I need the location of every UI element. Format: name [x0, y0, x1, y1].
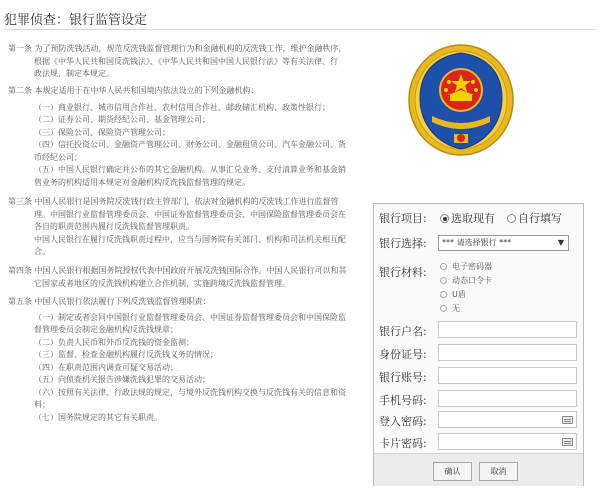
material-option[interactable] [440, 289, 466, 300]
bank-select-value: *** 请选择银行 *** [442, 238, 512, 247]
article-num: 第二条 [8, 86, 32, 95]
article-text: 政法规，制定本规定。 [34, 69, 114, 78]
material-label: 银行材料: [379, 266, 427, 279]
article-text: 为了预防洗钱活动，规范反洗钱监督管理行为和金融机构的反洗钱工作，维护金融秩序， [34, 44, 347, 53]
title-divider [4, 29, 596, 30]
article-5 [8, 296, 366, 424]
list-item: （三）监督、检查金融机构履行反洗钱义务的情况； [34, 350, 218, 359]
list-item: （五）向侦查机关报告涉嫌洗钱犯罪的交易活动； [34, 375, 210, 384]
police-emblem-icon [406, 40, 516, 158]
list-item: （三）保险公司、保险资产管理公司； [34, 127, 170, 137]
article-3 [8, 196, 366, 259]
article-text: 中国人民银行是国务院反洗钱行政主管部门，依法对金融机构的反洗钱工作进行监督管 [34, 197, 339, 206]
list-item: 币经纪公司； [34, 152, 82, 162]
bank-form [373, 203, 584, 486]
list-item: （二）证券公司、期货经纪公司、基金管理公司； [34, 115, 210, 124]
bank-select[interactable] [438, 235, 569, 251]
confirm-button[interactable]: 确认 [433, 462, 472, 481]
radio-icon[interactable] [507, 214, 516, 223]
option-label: 自行填写 [518, 212, 562, 225]
article-text: 中国人民银行根据国务院授权代表中国政府开展反洗钱国际合作。中国人民银行可以和其 [34, 266, 347, 275]
radio-icon[interactable] [440, 263, 447, 270]
keyboard-icon[interactable] [562, 438, 573, 446]
option-label: 动态口令卡 [452, 276, 492, 285]
article-text: 中国人民银行在履行反洗钱职责过程中，应当与国务院有关部门、机构和司法机关相互配 [34, 234, 346, 244]
list-item: （一）商业银行、城市信用合作社、农村信用合作社、邮政储汇机构、政策性银行； [34, 102, 330, 112]
account-number-input[interactable] [438, 367, 577, 384]
article-2 [8, 85, 366, 189]
radio-icon[interactable] [440, 277, 447, 284]
article-text: 合。 [34, 247, 50, 256]
bank-item-option-existing[interactable] [440, 210, 495, 226]
phone-label: 手机号码: [379, 394, 427, 407]
article-text: 各自的职责范围内履行反洗钱监督管理职责。 [34, 222, 194, 231]
list-item: （五）中国人民银行确定并公布的其它金融机构。从事汇兑业务、支付清算业务和基金销 [34, 165, 346, 174]
keyboard-icon[interactable] [562, 416, 573, 424]
material-option[interactable] [440, 275, 492, 286]
article-text: 它国家或者地区的反洗钱机构建立合作机制，实施跨境反洗钱监督管理。 [34, 278, 290, 288]
page-title: 犯罪侦查：银行监管设定 [4, 13, 148, 28]
list-item: 售业务的机构适用本规定对金融机构反洗钱监督管理的规定。 [34, 177, 250, 187]
account-name-label: 银行户名: [379, 325, 427, 338]
bank-select-label: 银行选择: [379, 237, 427, 250]
card-password-input[interactable] [438, 433, 577, 450]
radio-checked-icon[interactable] [440, 214, 449, 223]
article-text: 根据《中华人民共和国反洗钱法》、《中华人民共和国中国人民银行法》等有关法律、行 [34, 56, 338, 66]
material-option[interactable] [440, 303, 460, 314]
form-button-bar [374, 453, 583, 486]
id-number-input[interactable] [438, 344, 577, 361]
list-item: （四）信托投资公司、金融资产管理公司、财务公司、金融租赁公司、汽车金融公司、货 [34, 140, 346, 149]
article-text: 本规定适用于在中华人民共和国境内依法设立的下列金融机构： [34, 86, 259, 95]
list-item: （一）制定或者会同中国银行业监督管理委员会、中国证券监督管理委员会和中国保险监 [34, 312, 346, 322]
login-password-label: 登入密码: [379, 415, 427, 428]
id-number-label: 身份证号: [379, 348, 427, 361]
radio-icon[interactable] [440, 291, 447, 298]
article-num: 第三条 [8, 197, 32, 206]
account-number-label: 银行账号: [379, 371, 427, 384]
list-item: （六）按照有关法律、行政法规的规定，与境外反洗钱机构交换与反洗钱有关的信息和资 [34, 387, 346, 397]
phone-input[interactable] [438, 390, 577, 407]
bank-item-label: 银行项目: [379, 212, 427, 225]
article-text: 中国人民银行依法履行下列反洗钱监督管理职责： [34, 297, 211, 306]
material-option[interactable] [440, 261, 492, 272]
login-password-input[interactable] [438, 411, 577, 428]
list-item: 督管理委员会制定金融机构反洗钱规章； [34, 325, 178, 334]
list-item: （七）国务院规定的其它有关职责。 [34, 412, 162, 422]
list-item: 料； [34, 400, 50, 409]
article-1 [8, 43, 366, 81]
article-num: 第五条 [8, 297, 32, 306]
list-item: （二）负责人民币和外币反洗钱的资金监测； [34, 337, 194, 347]
article-num: 第一条 [8, 44, 32, 53]
article-text: 理。中国银行业监督管理委员会、中国证券监督管理委员会、中国保险监督管理委员会在 [34, 209, 346, 219]
radio-icon[interactable] [440, 305, 447, 312]
bank-item-option-custom[interactable] [507, 210, 562, 226]
dropdown-arrow-icon[interactable]: ▼ [557, 238, 564, 247]
option-label: 电子密码器 [452, 262, 492, 271]
option-label: 无 [452, 304, 460, 313]
list-item: （四）在职责范围内调查可疑交易活动； [34, 362, 178, 372]
option-label: 选取现有 [451, 212, 495, 225]
account-name-input[interactable] [438, 321, 577, 338]
cancel-button[interactable]: 取消 [479, 462, 518, 481]
option-label: U盾 [452, 290, 466, 299]
article-num: 第四条 [8, 266, 32, 275]
card-password-label: 卡片密码: [379, 437, 427, 450]
article-4 [8, 265, 366, 290]
